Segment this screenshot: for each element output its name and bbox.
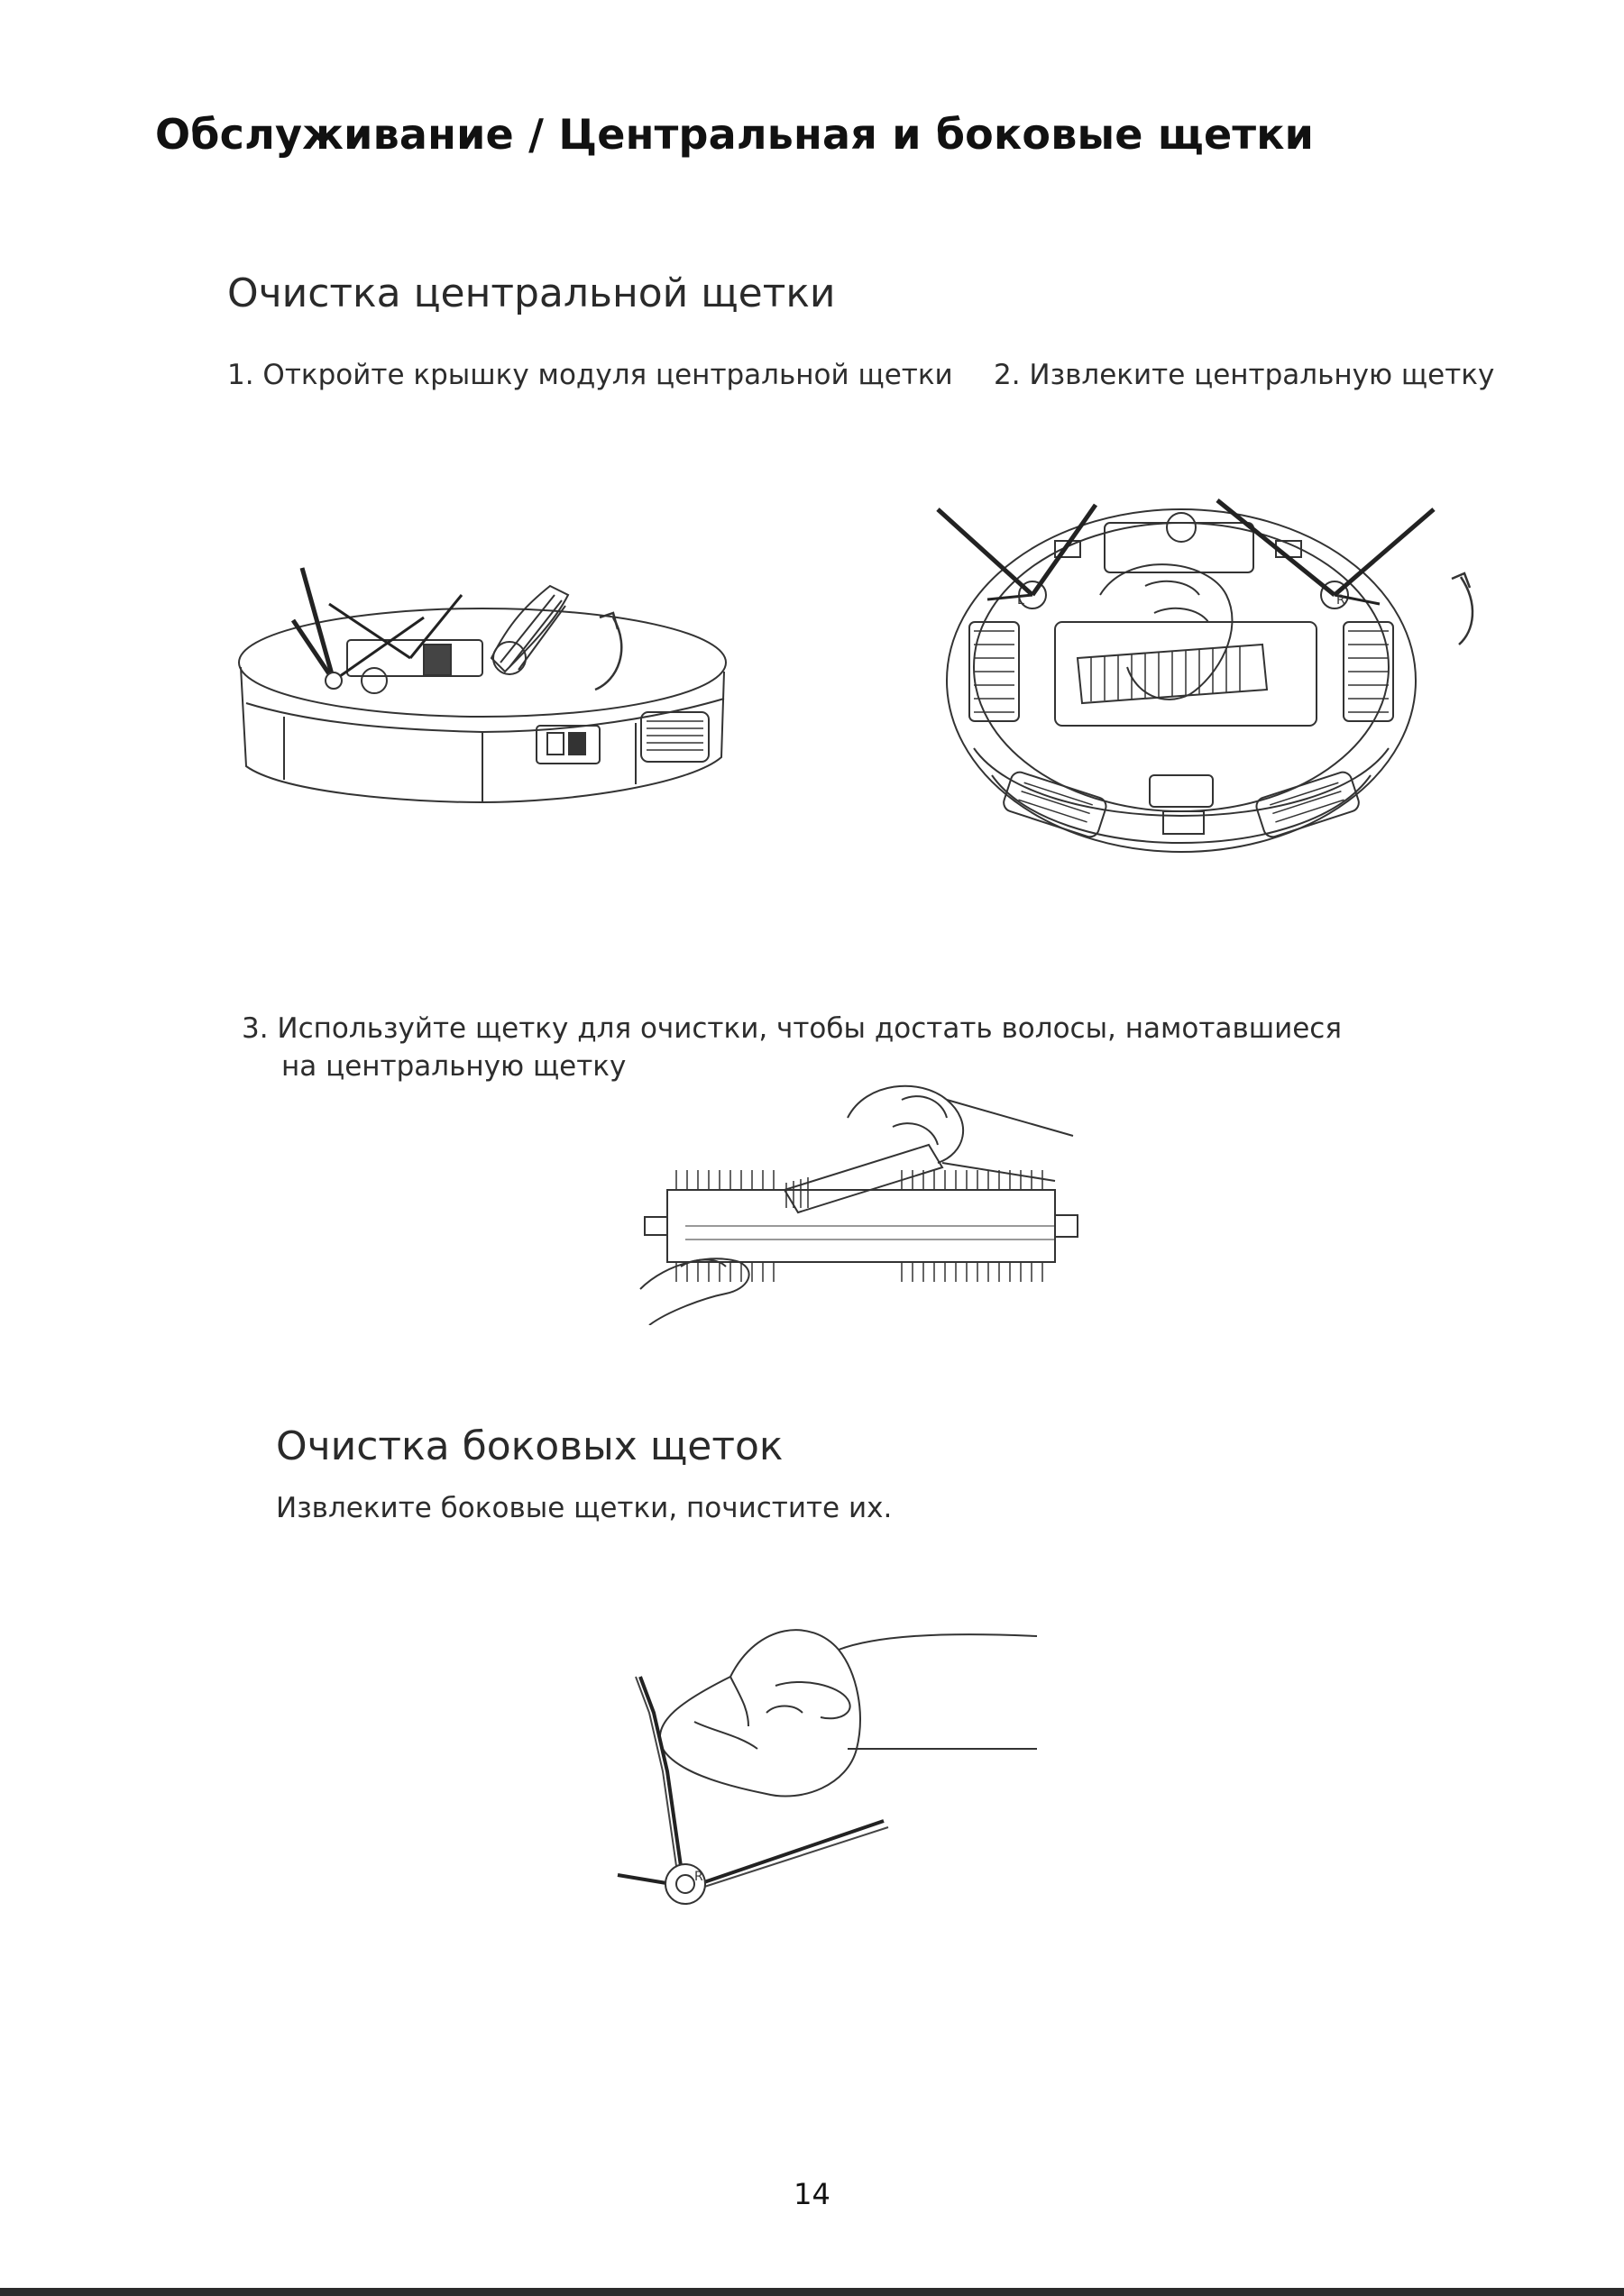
step-3-text-line-2: на центральную щетку — [281, 1050, 627, 1083]
step-3-text-line-1: 3. Используйте щетку для очистки, чтобы достать волосы, намотавшиеся — [242, 1012, 1342, 1045]
robot-right-label: R — [1336, 593, 1345, 608]
illustration-clean-side-brush — [613, 1614, 1064, 1947]
page-number: 14 — [794, 2177, 830, 2211]
step-1-text: 1. Откройте крышку модуля центральной щетки — [227, 359, 953, 391]
illustration-open-cover — [230, 523, 753, 820]
illustration-clean-central-brush — [631, 1073, 1100, 1325]
central-brush-heading: Очистка центральной щетки — [227, 270, 836, 316]
side-brush-instruction: Извлеките боковые щетки, почистите их. — [276, 1492, 893, 1524]
step-2-text: 2. Извлеките центральную щетку — [994, 359, 1495, 391]
page-bottom-bar — [0, 2288, 1624, 2296]
page-title: Обслуживание / Центральная и боковые щетки — [155, 110, 1315, 159]
illustration-remove-central-brush — [920, 487, 1488, 883]
side-brush-label: R — [694, 1870, 703, 1884]
robot-left-label: L — [1017, 593, 1024, 608]
side-brush-heading: Очистка боковых щеток — [276, 1423, 784, 1469]
